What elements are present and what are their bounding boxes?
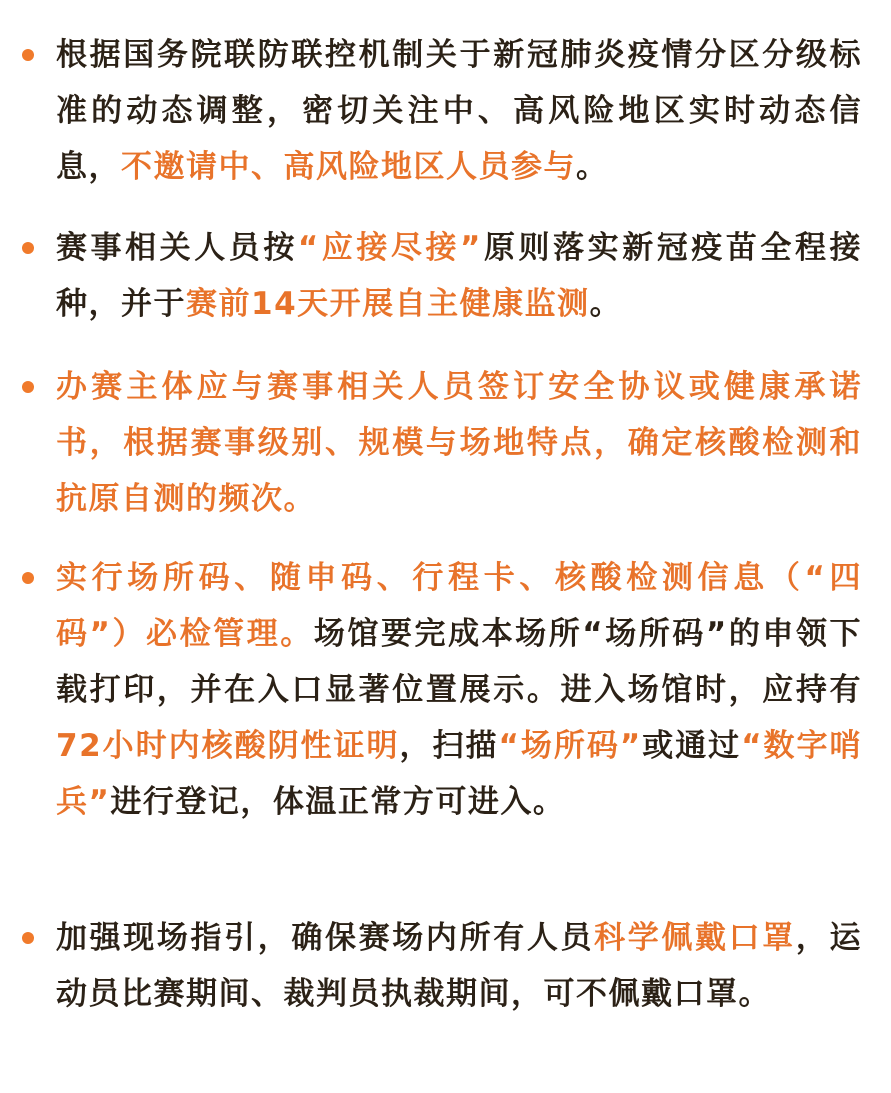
item-highlight: “应接尽接” <box>297 230 482 266</box>
bullet-dot-icon <box>22 381 34 393</box>
item-text: 或通过 <box>641 728 742 764</box>
item-text: 场馆要完成本场所“场所码”的申领下载打印，并在入口显著位置展示。进入场馆时，应持有 <box>56 616 863 708</box>
item-text: 根据国务院联防联控机制关于新冠肺炎疫情分区分级标准的动态调整，密切关注中、高风险地区实时动态信息， <box>56 37 862 185</box>
bullet-dot-icon <box>22 572 34 584</box>
bullet-dot-icon <box>22 932 34 944</box>
list-item-masks <box>56 910 862 1022</box>
list-item-safety-agreement <box>56 359 862 527</box>
item-text: 。 <box>589 286 623 322</box>
list-item-venue-invitation <box>56 27 862 195</box>
item-text: 原则落实新冠疫苗全程接种，并于 <box>56 230 863 322</box>
item-highlight: “场所码” <box>498 728 642 764</box>
bullet-dot-icon <box>22 242 34 254</box>
item-highlight: 72小时内核酸阴性证明 <box>56 728 400 764</box>
item-highlight: 实行场所码、随申码、行程卡、核酸检测信息（“四码”）必检管理。 <box>56 560 862 652</box>
item-highlight: 不邀请中、高风险地区人员参与 <box>121 149 576 185</box>
item-text: ，扫描 <box>399 728 499 764</box>
list-item-vaccination <box>56 220 862 332</box>
item-text: 加强现场指引，确保赛场内所有人员 <box>56 920 595 956</box>
item-text: ，运动员比赛期间、裁判员执裁期间，可不佩戴口罩。 <box>56 920 863 1012</box>
bullet-dot-icon <box>22 49 34 61</box>
item-text: 。 <box>576 149 609 185</box>
item-highlight: “数字哨兵” <box>56 728 863 820</box>
item-highlight: 赛前14天开展自主健康监测 <box>186 286 590 322</box>
item-highlight: 科学佩戴口罩 <box>594 920 796 956</box>
item-highlight: 办赛主体应与赛事相关人员签订安全协议或健康承诺书，根据赛事级别、规模与场地特点，确定核酸检测和抗原自测的频次。 <box>56 369 862 517</box>
list-item-four-codes <box>56 550 862 830</box>
item-text: 赛事相关人员按 <box>56 230 298 266</box>
item-text: 进行登记，体温正常方可进入。 <box>110 784 566 820</box>
